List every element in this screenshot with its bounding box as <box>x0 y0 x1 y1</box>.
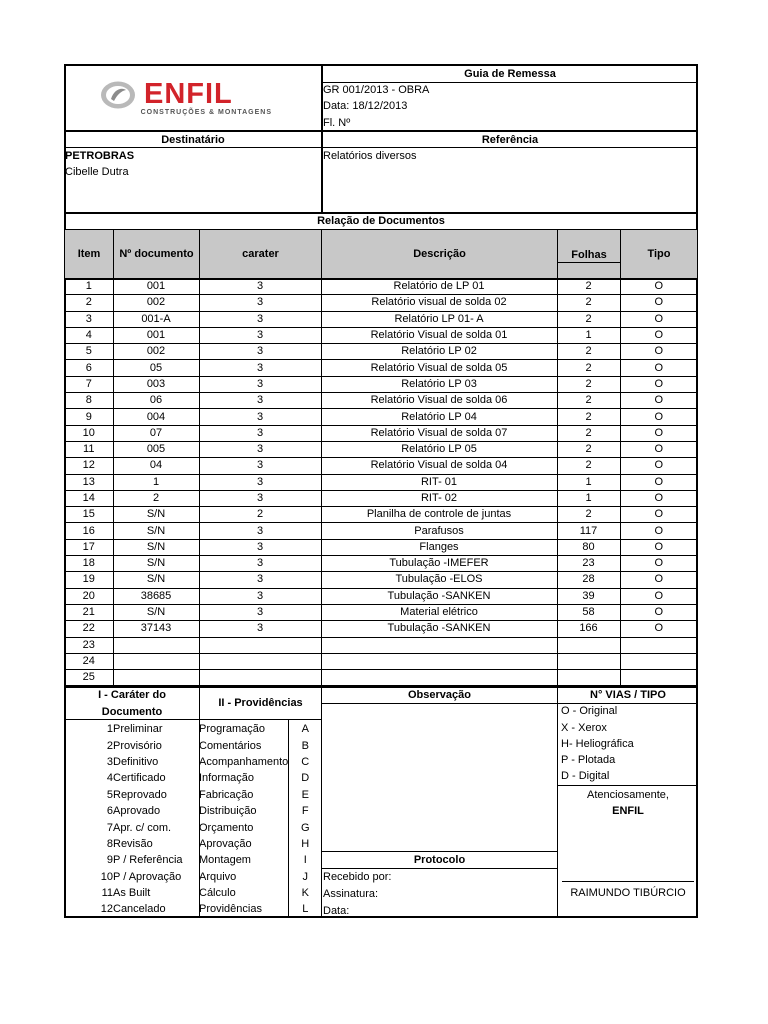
legend-prov: Cálculo <box>199 887 236 900</box>
cell-doc: 002 <box>113 344 199 360</box>
cell-item: 20 <box>65 588 113 604</box>
cell-folhas: 2 <box>557 344 620 360</box>
legend-row <box>65 869 322 885</box>
cell-descricao <box>321 670 557 686</box>
legend-prov: Informação <box>199 772 255 785</box>
legend-code: G <box>301 821 310 834</box>
cell-descricao: Relatório LP 04 <box>321 409 557 425</box>
via-plotada: P - Plotada <box>561 754 616 766</box>
cell-item: 13 <box>65 474 113 490</box>
legend-code: A <box>301 723 309 736</box>
carater-title-1: I - Caráter do <box>98 689 166 701</box>
cell-folhas: 2 <box>557 360 620 376</box>
legend-carater: Preliminar <box>113 723 163 736</box>
cell-doc: 38685 <box>113 588 199 604</box>
cell-folhas: 117 <box>557 523 620 539</box>
cell-tipo: O <box>620 621 697 637</box>
table-row <box>65 621 697 637</box>
legend-code: F <box>301 805 309 818</box>
cell-folhas <box>557 670 620 686</box>
cell-item: 12 <box>65 458 113 474</box>
legend-code: J <box>302 870 309 883</box>
via-heliografica: H- Heliográfica <box>561 738 634 750</box>
cell-doc: 2 <box>113 490 199 506</box>
legend-n: 11 <box>101 887 113 900</box>
cell-tipo: O <box>620 458 697 474</box>
cell-folhas: 1 <box>557 490 620 506</box>
legend-n: 4 <box>106 772 113 785</box>
cell-folhas: 2 <box>557 376 620 392</box>
table-row <box>65 637 697 653</box>
cell-folhas: 2 <box>557 393 620 409</box>
legend-carater: Revisão <box>113 837 153 850</box>
legend-row <box>65 770 322 786</box>
guia-title: Guia de Remessa <box>464 68 556 80</box>
cell-descricao: Tubulação -ELOS <box>321 572 557 588</box>
table-row <box>65 539 697 555</box>
legend-prov: Fabricação <box>199 788 254 801</box>
legend-prov: Programação <box>199 723 266 736</box>
col-tipo: Tipo <box>647 248 671 260</box>
assinatura: Assinatura: <box>323 888 379 900</box>
cell-carater: 2 <box>199 507 321 523</box>
col-item: Item <box>77 248 101 260</box>
cell-carater: 3 <box>199 344 321 360</box>
legend-n: 7 <box>106 821 113 834</box>
cell-tipo: O <box>620 539 697 555</box>
cell-carater: 3 <box>199 360 321 376</box>
table-row <box>65 311 697 327</box>
table-row <box>65 409 697 425</box>
cell-carater: 3 <box>199 490 321 506</box>
legend-code: C <box>301 755 310 768</box>
cell-carater: 3 <box>199 425 321 441</box>
cell-tipo: O <box>620 409 697 425</box>
table-row <box>65 572 697 588</box>
legend-row <box>65 885 322 901</box>
enfil-brand: ENFIL <box>144 78 233 110</box>
cell-doc: S/N <box>113 572 199 588</box>
cell-item: 22 <box>65 621 113 637</box>
cell-doc: 1 <box>113 474 199 490</box>
cell-doc: 04 <box>113 458 199 474</box>
cell-doc <box>113 670 199 686</box>
cell-item: 4 <box>65 327 113 343</box>
table-row <box>65 507 697 523</box>
closing: Atenciosamente, <box>587 789 669 801</box>
cell-doc: S/N <box>113 556 199 572</box>
destinatario-person: Cibelle Dutra <box>65 166 129 178</box>
referencia-label: Referência <box>481 134 539 146</box>
cell-tipo: O <box>620 295 697 311</box>
cell-item: 3 <box>65 311 113 327</box>
cell-item: 15 <box>65 507 113 523</box>
legend-code: B <box>301 739 309 752</box>
via-digital: D - Digital <box>561 770 610 782</box>
col-descricao: Descrição <box>413 248 466 260</box>
cell-carater: 3 <box>199 539 321 555</box>
cell-tipo: O <box>620 376 697 392</box>
cell-doc: S/N <box>113 507 199 523</box>
cell-item: 17 <box>65 539 113 555</box>
table-row <box>65 474 697 490</box>
legend-prov: Aprovação <box>199 837 252 850</box>
cell-item: 16 <box>65 523 113 539</box>
providencias-title: II - Providências <box>218 697 303 709</box>
cell-item: 9 <box>65 409 113 425</box>
table-row <box>65 556 697 572</box>
cell-descricao: Tubulação -SANKEN <box>321 621 557 637</box>
cell-carater: 3 <box>199 621 321 637</box>
cell-folhas: 28 <box>557 572 620 588</box>
cell-item: 6 <box>65 360 113 376</box>
enfil-logo <box>100 80 275 122</box>
cell-carater: 3 <box>199 572 321 588</box>
legend-n: 1 <box>106 723 113 736</box>
cell-carater: 3 <box>199 409 321 425</box>
cell-descricao: Relatório LP 03 <box>321 376 557 392</box>
cell-carater: 3 <box>199 295 321 311</box>
cell-tipo <box>620 670 697 686</box>
table-row <box>65 441 697 457</box>
legend-carater: As Built <box>113 887 151 900</box>
cell-tipo: O <box>620 523 697 539</box>
table-row <box>65 653 697 669</box>
cell-doc: S/N <box>113 523 199 539</box>
cell-folhas: 2 <box>557 311 620 327</box>
cell-doc <box>113 653 199 669</box>
via-xerox: X - Xerox <box>561 722 607 734</box>
legend-carater: P / Referência <box>113 854 183 867</box>
cell-descricao: Relatório Visual de solda 05 <box>321 360 557 376</box>
cell-carater: 3 <box>199 279 321 295</box>
legend-n: 6 <box>106 805 113 818</box>
legend-code: H <box>301 837 310 850</box>
table-row <box>65 425 697 441</box>
legend-carater: Apr. c/ com. <box>113 821 172 834</box>
cell-descricao: Tubulação -IMEFER <box>321 556 557 572</box>
legend-row <box>65 901 322 917</box>
closing-company: ENFIL <box>612 805 644 817</box>
cell-tipo: O <box>620 490 697 506</box>
table-row <box>65 458 697 474</box>
cell-descricao: Planilha de controle de juntas <box>321 507 557 523</box>
legend-prov: Orçamento <box>199 821 254 834</box>
cell-tipo: O <box>620 279 697 295</box>
legend-carater: Reprovado <box>113 788 167 801</box>
table-row <box>65 604 697 620</box>
enfil-tagline: CONSTRUÇÕES & MONTAGENS <box>140 109 272 116</box>
cell-descricao: RIT- 01 <box>321 474 557 490</box>
cell-doc: 001 <box>113 327 199 343</box>
cell-tipo: O <box>620 360 697 376</box>
cell-folhas: 80 <box>557 539 620 555</box>
cell-descricao: Relatório Visual de solda 01 <box>321 327 557 343</box>
legend-row <box>65 754 322 770</box>
cell-carater: 3 <box>199 588 321 604</box>
table-row <box>65 490 697 506</box>
enfil-logo-icon <box>100 80 136 110</box>
table-row <box>65 344 697 360</box>
documents-table <box>65 279 697 686</box>
cell-carater: 3 <box>199 376 321 392</box>
table-row <box>65 327 697 343</box>
cell-carater: 3 <box>199 604 321 620</box>
cell-item: 18 <box>65 556 113 572</box>
cell-descricao: Tubulação -SANKEN <box>321 588 557 604</box>
cell-doc: 003 <box>113 376 199 392</box>
legend-n: 3 <box>106 755 113 768</box>
legend-carater: Cancelado <box>113 903 166 916</box>
cell-tipo <box>620 637 697 653</box>
legend-carater: Certificado <box>113 772 166 785</box>
cell-item: 23 <box>65 637 113 653</box>
cell-descricao: Parafusos <box>321 523 557 539</box>
cell-descricao: Relatório LP 01- A <box>321 311 557 327</box>
cell-tipo: O <box>620 474 697 490</box>
table-row <box>65 523 697 539</box>
cell-carater: 3 <box>199 474 321 490</box>
referencia-text: Relatórios diversos <box>323 150 417 162</box>
legend-carater: Provisório <box>113 739 162 752</box>
cell-folhas: 2 <box>557 279 620 295</box>
destinatario-label: Destinatário <box>161 134 225 146</box>
legend-code: D <box>301 772 310 785</box>
cell-tipo <box>620 653 697 669</box>
cell-folhas: 2 <box>557 425 620 441</box>
cell-item: 25 <box>65 670 113 686</box>
cell-tipo: O <box>620 604 697 620</box>
cell-descricao: Relatório de LP 01 <box>321 279 557 295</box>
cell-item: 2 <box>65 295 113 311</box>
legend-prov: Providências <box>199 903 262 916</box>
cell-doc: 37143 <box>113 621 199 637</box>
legend-prov: Montagem <box>199 854 251 867</box>
carater-title-2: Documento <box>101 706 163 718</box>
cell-folhas: 58 <box>557 604 620 620</box>
legend-prov: Distribuição <box>199 805 257 818</box>
cell-doc: 001-A <box>113 311 199 327</box>
cell-folhas: 2 <box>557 295 620 311</box>
cell-doc: 002 <box>113 295 199 311</box>
via-original: O - Original <box>561 705 618 717</box>
cell-descricao: Relatório Visual de solda 06 <box>321 393 557 409</box>
folha-number: Fl. Nº <box>323 117 351 129</box>
cell-carater <box>199 637 321 653</box>
cell-descricao: Relatório LP 02 <box>321 344 557 360</box>
protocolo-label: Protocolo <box>413 854 466 866</box>
cell-tipo: O <box>620 327 697 343</box>
cell-folhas <box>557 653 620 669</box>
cell-descricao: Material elétrico <box>321 604 557 620</box>
cell-doc: S/N <box>113 539 199 555</box>
legend-carater: P / Aprovação <box>113 870 182 883</box>
legend-row <box>65 787 322 803</box>
cell-tipo: O <box>620 425 697 441</box>
cell-item: 19 <box>65 572 113 588</box>
cell-folhas <box>557 637 620 653</box>
legend-prov: Acompanhamento <box>199 755 289 768</box>
cell-descricao: Relatório Visual de solda 04 <box>321 458 557 474</box>
protocolo-data: Data: <box>323 905 350 917</box>
cell-item: 1 <box>65 279 113 295</box>
cell-doc: 07 <box>113 425 199 441</box>
cell-tipo: O <box>620 572 697 588</box>
cell-descricao <box>321 653 557 669</box>
cell-carater: 3 <box>199 393 321 409</box>
cell-item: 21 <box>65 604 113 620</box>
legend-n: 10 <box>100 870 113 883</box>
cell-item: 11 <box>65 441 113 457</box>
cell-carater <box>199 670 321 686</box>
cell-folhas: 1 <box>557 474 620 490</box>
legend-code: L <box>302 903 309 916</box>
col-carater: carater <box>242 248 279 260</box>
table-row <box>65 376 697 392</box>
cell-tipo: O <box>620 393 697 409</box>
cell-carater: 3 <box>199 327 321 343</box>
legend-n: 8 <box>106 837 113 850</box>
legend-row <box>65 852 322 868</box>
table-row <box>65 670 697 686</box>
table-row <box>65 360 697 376</box>
cell-folhas: 2 <box>557 507 620 523</box>
destinatario-company: PETROBRAS <box>65 150 135 162</box>
cell-doc: 001 <box>113 279 199 295</box>
cell-carater: 3 <box>199 458 321 474</box>
cell-descricao: Flanges <box>321 539 557 555</box>
legend-row <box>65 803 322 819</box>
cell-tipo: O <box>620 311 697 327</box>
header-date: Data: 18/12/2013 <box>323 100 408 112</box>
cell-doc: 004 <box>113 409 199 425</box>
cell-doc: 005 <box>113 441 199 457</box>
legend-code: K <box>301 887 309 900</box>
legend-prov: Comentários <box>199 739 262 752</box>
cell-tipo: O <box>620 556 697 572</box>
cell-descricao: Relatório LP 05 <box>321 441 557 457</box>
cell-item: 8 <box>65 393 113 409</box>
cell-descricao: Relatório Visual de solda 07 <box>321 425 557 441</box>
cell-carater: 3 <box>199 311 321 327</box>
cell-item: 7 <box>65 376 113 392</box>
table-row <box>65 295 697 311</box>
gr-number: GR 001/2013 - OBRA <box>323 84 430 96</box>
observacao-label: Observação <box>408 689 471 701</box>
cell-item: 24 <box>65 653 113 669</box>
cell-folhas: 39 <box>557 588 620 604</box>
cell-tipo: O <box>620 588 697 604</box>
cell-doc: 05 <box>113 360 199 376</box>
cell-descricao: Relatório visual de solda 02 <box>321 295 557 311</box>
cell-doc <box>113 637 199 653</box>
legend-row <box>65 737 322 753</box>
cell-tipo: O <box>620 507 697 523</box>
vias-title: N° VIAS / TIPO <box>590 689 666 701</box>
cell-folhas: 2 <box>557 441 620 457</box>
recebido-por: Recebido por: <box>323 871 392 883</box>
col-folhas: Folhas <box>571 249 607 261</box>
legend-row <box>65 836 322 852</box>
legend-n: 5 <box>106 788 113 801</box>
cell-carater: 3 <box>199 523 321 539</box>
col-doc: Nº documento <box>119 248 194 260</box>
legend-carater: Aprovado <box>113 805 161 818</box>
cell-folhas: 2 <box>557 458 620 474</box>
cell-tipo: O <box>620 441 697 457</box>
signer-name: RAIMUNDO TIBÚRCIO <box>570 887 686 899</box>
table-row <box>65 588 697 604</box>
legend-n: 9 <box>106 854 113 867</box>
cell-folhas: 166 <box>557 621 620 637</box>
cell-folhas: 2 <box>557 409 620 425</box>
cell-tipo: O <box>620 344 697 360</box>
cell-folhas: 23 <box>557 556 620 572</box>
cell-folhas: 1 <box>557 327 620 343</box>
cell-descricao: RIT- 02 <box>321 490 557 506</box>
cell-descricao <box>321 637 557 653</box>
legend-n: 12 <box>100 903 113 916</box>
legend-table <box>65 721 322 918</box>
cell-doc: S/N <box>113 604 199 620</box>
legend-row <box>65 721 322 737</box>
legend-prov: Arquivo <box>199 870 237 883</box>
cell-item: 10 <box>65 425 113 441</box>
relacao-title: Relação de Documentos <box>317 215 445 227</box>
cell-carater: 3 <box>199 556 321 572</box>
cell-carater: 3 <box>199 441 321 457</box>
cell-doc: 06 <box>113 393 199 409</box>
legend-code: I <box>303 854 307 867</box>
legend-row <box>65 819 322 835</box>
legend-carater: Definitivo <box>113 755 159 768</box>
legend-code: E <box>301 788 309 801</box>
cell-carater <box>199 653 321 669</box>
cell-item: 14 <box>65 490 113 506</box>
table-row <box>65 279 697 295</box>
cell-item: 5 <box>65 344 113 360</box>
table-row <box>65 393 697 409</box>
legend-n: 2 <box>106 739 113 752</box>
